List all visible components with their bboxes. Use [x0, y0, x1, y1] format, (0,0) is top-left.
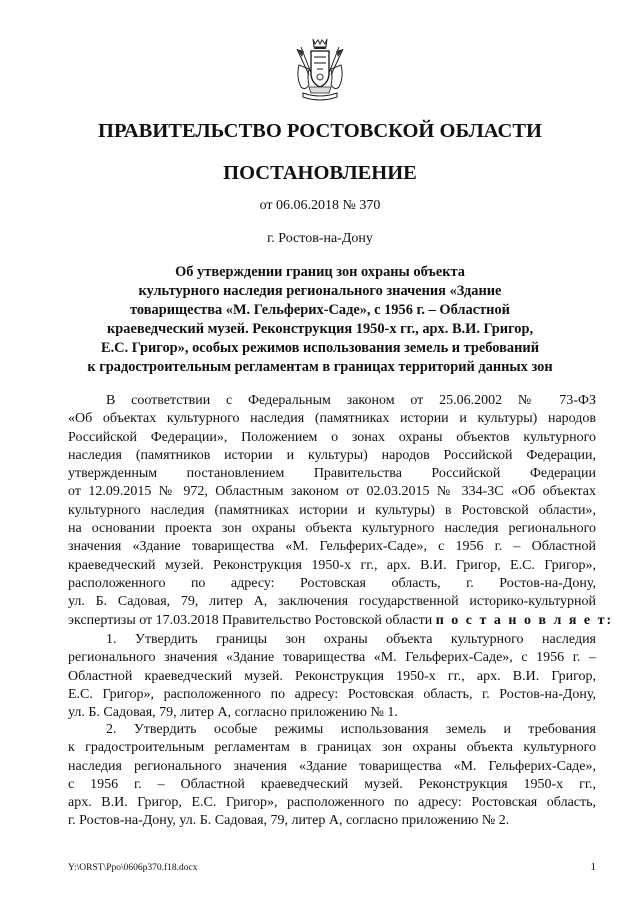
body-line: регионального значения «Здание товарищества «М. Гельферих-Саде», с 1956 г. –	[68, 650, 596, 666]
coat-of-arms-icon	[293, 35, 347, 105]
item-2-paragraph	[68, 721, 596, 831]
body-line: расположенного по адресу: Ростовская область, г. Ростов-на-Дону,	[68, 575, 596, 591]
body-line: наследия регионального значения «Здание товарищества «М. Гельферих-Саде»,	[68, 758, 596, 774]
body-line-final	[68, 612, 614, 630]
subject-line: культурного наследия регионального значения «Здание	[138, 283, 502, 299]
body-line: наследия (памятников истории и культуры) народов Российской Федерации,	[68, 447, 596, 463]
organization-title: ПРАВИТЕЛЬСТВО РОСТОВСКОЙ ОБЛАСТИ	[98, 120, 542, 142]
body-line: г. Ростов-на-Дону, ул. Б. Садовая, 79, литер А, согласно приложению № 2.	[68, 813, 510, 829]
body-line: утвержденным постановлением Правительства Российской Федерации	[68, 466, 596, 482]
body-line: В соответствии с Федеральным законом от 25.06.2002 № 73-ФЗ	[106, 393, 596, 408]
body-line: культурного наследия (памятниках истории и культуры) в Ростовской области»,	[68, 502, 596, 518]
subject-line: Е.С. Григор», особых режимов использования земель и требований	[100, 340, 539, 356]
footer-page-number: 1	[590, 861, 596, 873]
body-line: краеведческий музей. Реконструкция 1950-х гг., арх. В.И. Григор, Е.С. Григор»,	[68, 557, 596, 573]
body-line: Российской Федерации», Положением о зонах охраны объектов культурного	[68, 429, 596, 445]
subject-line: краеведческий музей. Реконструкция 1950-х гг., арх. В.И. Григор,	[106, 321, 534, 337]
document-date-number: от 06.06.2018 № 370	[259, 198, 381, 213]
body-line: на основании проекта зон охраны объекта культурного наследия регионального	[68, 521, 596, 537]
body-line: с 1956 г. – Областной краеведческий музей. Реконструкция 1950-х гг.,	[68, 776, 596, 792]
resolves-word: п о с т а н о в л я е т:	[435, 612, 614, 628]
body-line: к градостроительным регламентам в границах зон охраны объекта культурного	[68, 740, 596, 756]
body-line: ул. Б. Садовая, 79, литер А, согласно приложению № 1.	[68, 705, 398, 721]
body-line: значения «Здание товарищества «М. Гельферих-Саде», с 1956 г. – Областной	[68, 539, 596, 555]
document-subject	[70, 263, 570, 377]
item-1-paragraph	[68, 631, 596, 722]
preamble-last-text: экспертизы от 17.03.2018 Правительство Ростовской области	[68, 612, 433, 628]
body-line: 2. Утвердить особые режимы использования земель и требования	[106, 722, 596, 737]
preamble-paragraph	[68, 392, 614, 630]
subject-line: к градостроительным регламентам в границах территорий данных зон	[87, 359, 553, 375]
footer-file-path: Y:\ORST\Ppo\0606p370.f18.docx	[68, 863, 198, 873]
body-line: 1. Утвердить границы зон охраны объекта культурного наследия	[106, 632, 596, 647]
body-line: Е.С. Григор», расположенного по адресу: Ростовская область, г. Ростов-на-Дону,	[68, 686, 596, 702]
body-line: от 12.09.2015 № 972, Областным законом от 02.03.2015 № 334-ЗС «Об объектах	[68, 484, 596, 500]
subject-line: Об утверждении границ зон охраны объекта	[175, 264, 465, 280]
body-line: «Об объектах культурного наследия (памятниках истории и культуры) народов	[68, 411, 596, 427]
body-line: Областной краеведческий музей. Реконструкция 1950-х гг., арх. В.И. Григор,	[68, 668, 596, 684]
subject-line: товарищества «М. Гельферих-Саде», с 1956 г. – Областной	[130, 302, 510, 318]
body-line: ул. Б. Садовая, 79, литер А, заключения государственной историко-культурной	[68, 594, 596, 610]
document-city: г. Ростов-на-Дону	[267, 231, 373, 246]
body-line: арх. В.И. Григор, Е.С. Григор», расположенного по адресу: Ростовская область,	[68, 795, 596, 811]
document-type-title: ПОСТАНОВЛЕНИЕ	[223, 162, 417, 184]
